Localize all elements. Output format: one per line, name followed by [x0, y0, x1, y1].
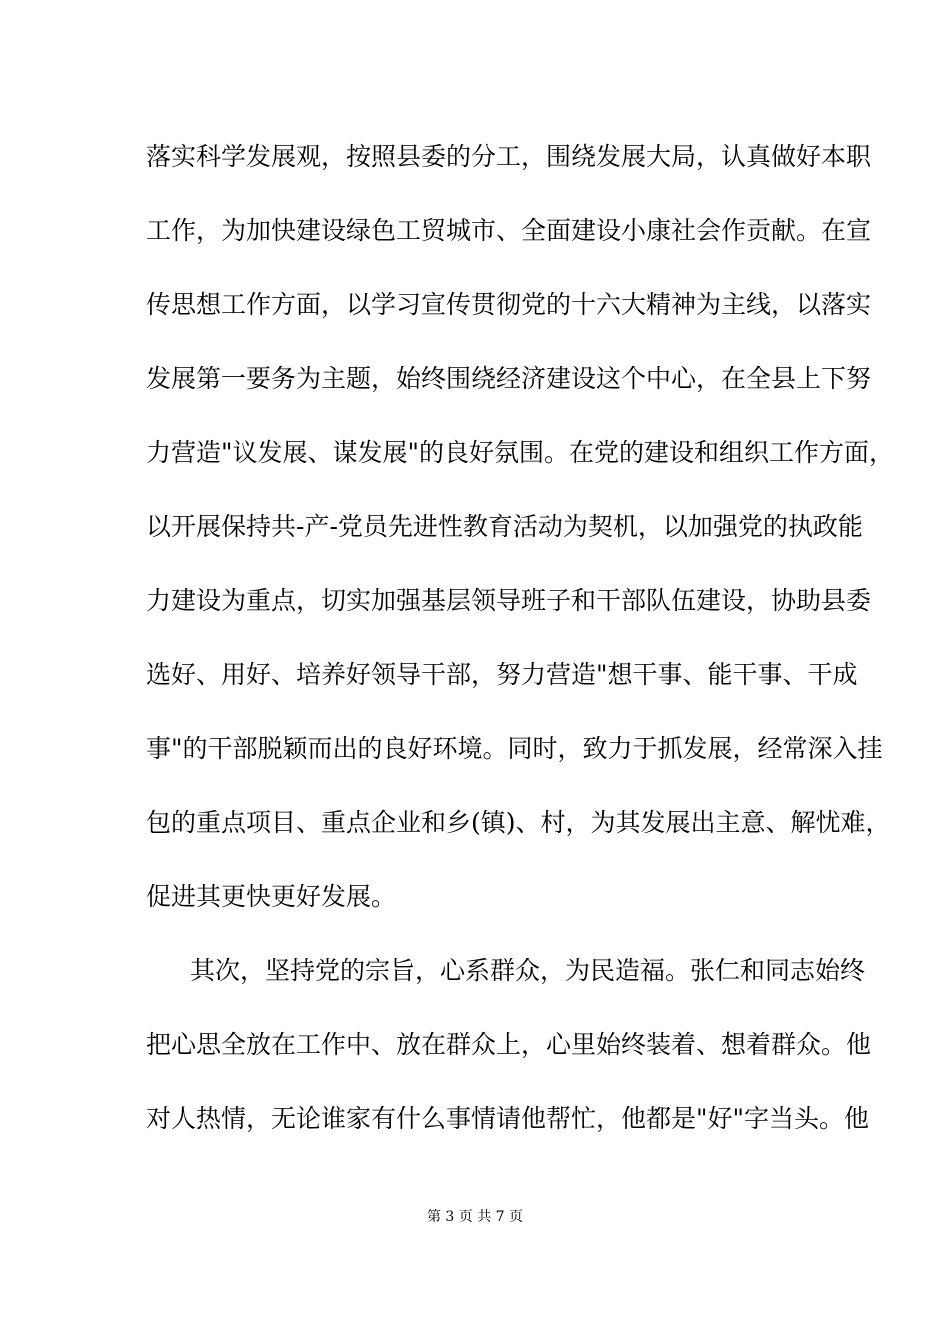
paragraph-2-line-2: 把心思全放在工作中、放在群众上，心里始终装着、想着群众。他 — [146, 1030, 872, 1059]
paragraph-1-line-10: 包的重点项目、重点企业和乡(镇)、村，为其发展出主意、解忧难， — [146, 808, 891, 837]
paragraph-1-line-8: 选好、用好、培养好领导干部，努力营造"想干事、能干事、干成 — [146, 660, 858, 689]
paragraph-1-line-6: 以开展保持共-产-党员先进性教育活动为契机，以加强党的执政能 — [146, 512, 863, 541]
paragraph-1-line-3: 传思想工作方面，以学习宣传贯彻党的十六大精神为主线，以落实 — [146, 290, 872, 319]
paragraph-2-line-3: 对人热情，无论谁家有什么事情请他帮忙，他都是"好"字当头。他 — [146, 1104, 870, 1133]
paragraph-1-line-1: 落实科学发展观，按照县委的分工，围绕发展大局，认真做好本职 — [146, 142, 872, 171]
page-number-footer: 第 3 页 共 7 页 — [426, 1209, 524, 1225]
paragraph-1-line-5: 力营造"议发展、谋发展"的良好氛围。在党的建设和组织工作方面， — [146, 438, 895, 467]
paragraph-1-line-2: 工作，为加快建设绿色工贸城市、全面建设小康社会作贡献。在宣 — [146, 216, 872, 245]
paragraph-2-line-1: 其次，坚持党的宗旨，心系群众，为民造福。张仁和同志始终 — [190, 956, 866, 985]
paragraph-1-line-9: 事"的干部脱颖而出的良好环境。同时，致力于抓发展，经常深入挂 — [146, 734, 883, 763]
paragraph-1-line-11: 促进其更快更好发展。 — [146, 882, 397, 911]
paragraph-1-line-7: 力建设为重点，切实加强基层领导班子和干部队伍建设，协助县委 — [146, 586, 872, 615]
paragraph-1-line-4: 发展第一要务为主题，始终围绕经济建设这个中心，在全县上下努 — [146, 364, 872, 393]
